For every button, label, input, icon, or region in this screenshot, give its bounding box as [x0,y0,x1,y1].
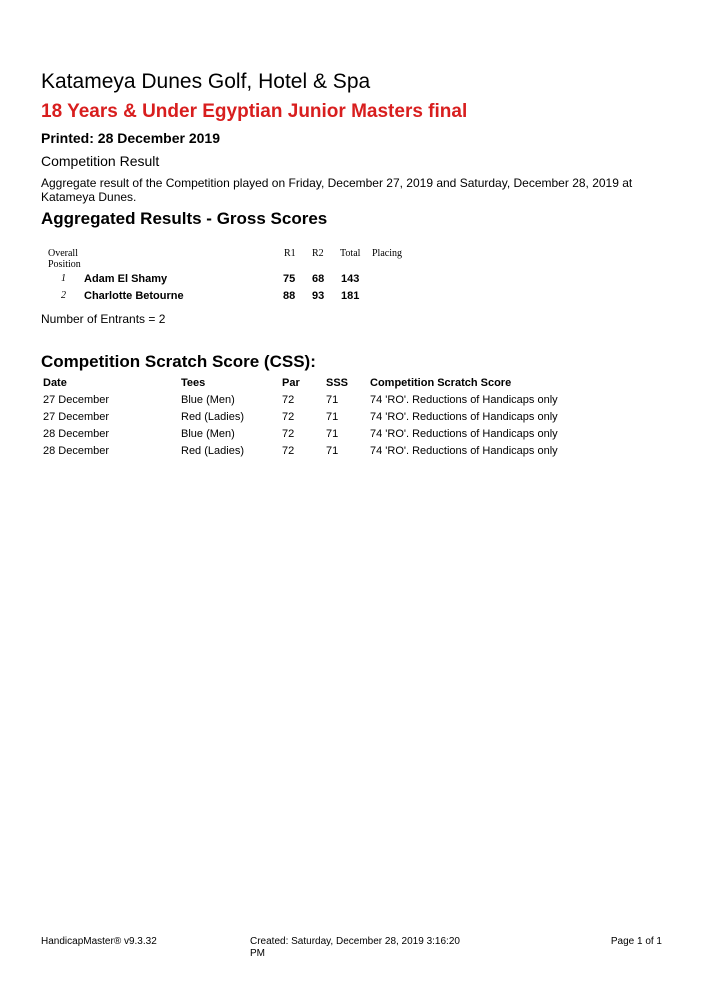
css-score: 74 'RO'. Reductions of Handicaps only [370,394,558,406]
col-header-r1: R1 [284,248,296,259]
aggregated-results-title: Aggregated Results - Gross Scores [41,209,328,228]
col-header-r2: R2 [312,248,324,259]
club-name: Katameya Dunes Golf, Hotel & Spa [41,70,371,93]
row-player-name: Charlotte Betourne [84,290,184,302]
css-tees: Red (Ladies) [181,445,244,457]
col-header-position: Overall Position [48,248,81,270]
css-col-tees: Tees [181,377,206,389]
col-header-placing: Placing [372,248,402,259]
entrants-count: Number of Entrants = 2 [41,312,166,326]
footer-page-number: Page 1 of 1 [610,936,662,947]
css-tees: Blue (Men) [181,394,235,406]
css-col-date: Date [43,377,67,389]
css-sss: 71 [326,394,339,406]
css-par: 72 [282,411,295,423]
printed-date: Printed: 28 December 2019 [41,130,220,146]
css-sss: 71 [326,411,339,423]
table-row [41,428,601,445]
row-position: 1 [61,273,66,284]
row-r2: 93 [312,290,325,302]
competition-title: 18 Years & Under Egyptian Junior Masters final [41,101,468,122]
css-tees: Blue (Men) [181,428,235,440]
css-col-par: Par [282,377,300,389]
table-row [41,273,421,289]
section-heading: Competition Result [41,153,160,169]
table-row [41,445,601,462]
row-position: 2 [61,290,66,301]
row-r1: 88 [283,290,296,302]
css-score: 74 'RO'. Reductions of Handicaps only [370,411,558,423]
table-row [41,411,601,428]
css-score: 74 'RO'. Reductions of Handicaps only [370,445,558,457]
footer-software: HandicapMaster® v9.3.32 [41,936,157,947]
css-date: 28 December [43,445,110,457]
col-header-total: Total [340,248,361,259]
css-score: 74 'RO'. Reductions of Handicaps only [370,428,558,440]
css-col-sss: SSS [326,377,349,389]
css-tees: Red (Ladies) [181,411,244,423]
css-par: 72 [282,394,295,406]
row-r1: 75 [283,273,296,285]
row-r2: 68 [312,273,325,285]
competition-description: Aggregate result of the Competition played on Friday, December 27, 2019 and Saturday, December 28, 2019 at Katameya Dunes. [41,176,633,204]
css-title: Competition Scratch Score (CSS): [41,352,316,371]
css-date: 27 December [43,411,110,423]
css-sss: 71 [326,428,339,440]
css-sss: 71 [326,445,339,457]
row-total: 143 [341,273,360,285]
footer-created: Created: Saturday, December 28, 2019 3:16:20 PM [250,936,460,959]
css-par: 72 [282,445,295,457]
css-date: 28 December [43,428,110,440]
table-row [41,290,421,306]
table-row [41,394,601,411]
css-par: 72 [282,428,295,440]
css-date: 27 December [43,394,110,406]
row-total: 181 [341,290,360,302]
row-player-name: Adam El Shamy [84,273,168,285]
css-col-score: Competition Scratch Score [370,377,512,389]
